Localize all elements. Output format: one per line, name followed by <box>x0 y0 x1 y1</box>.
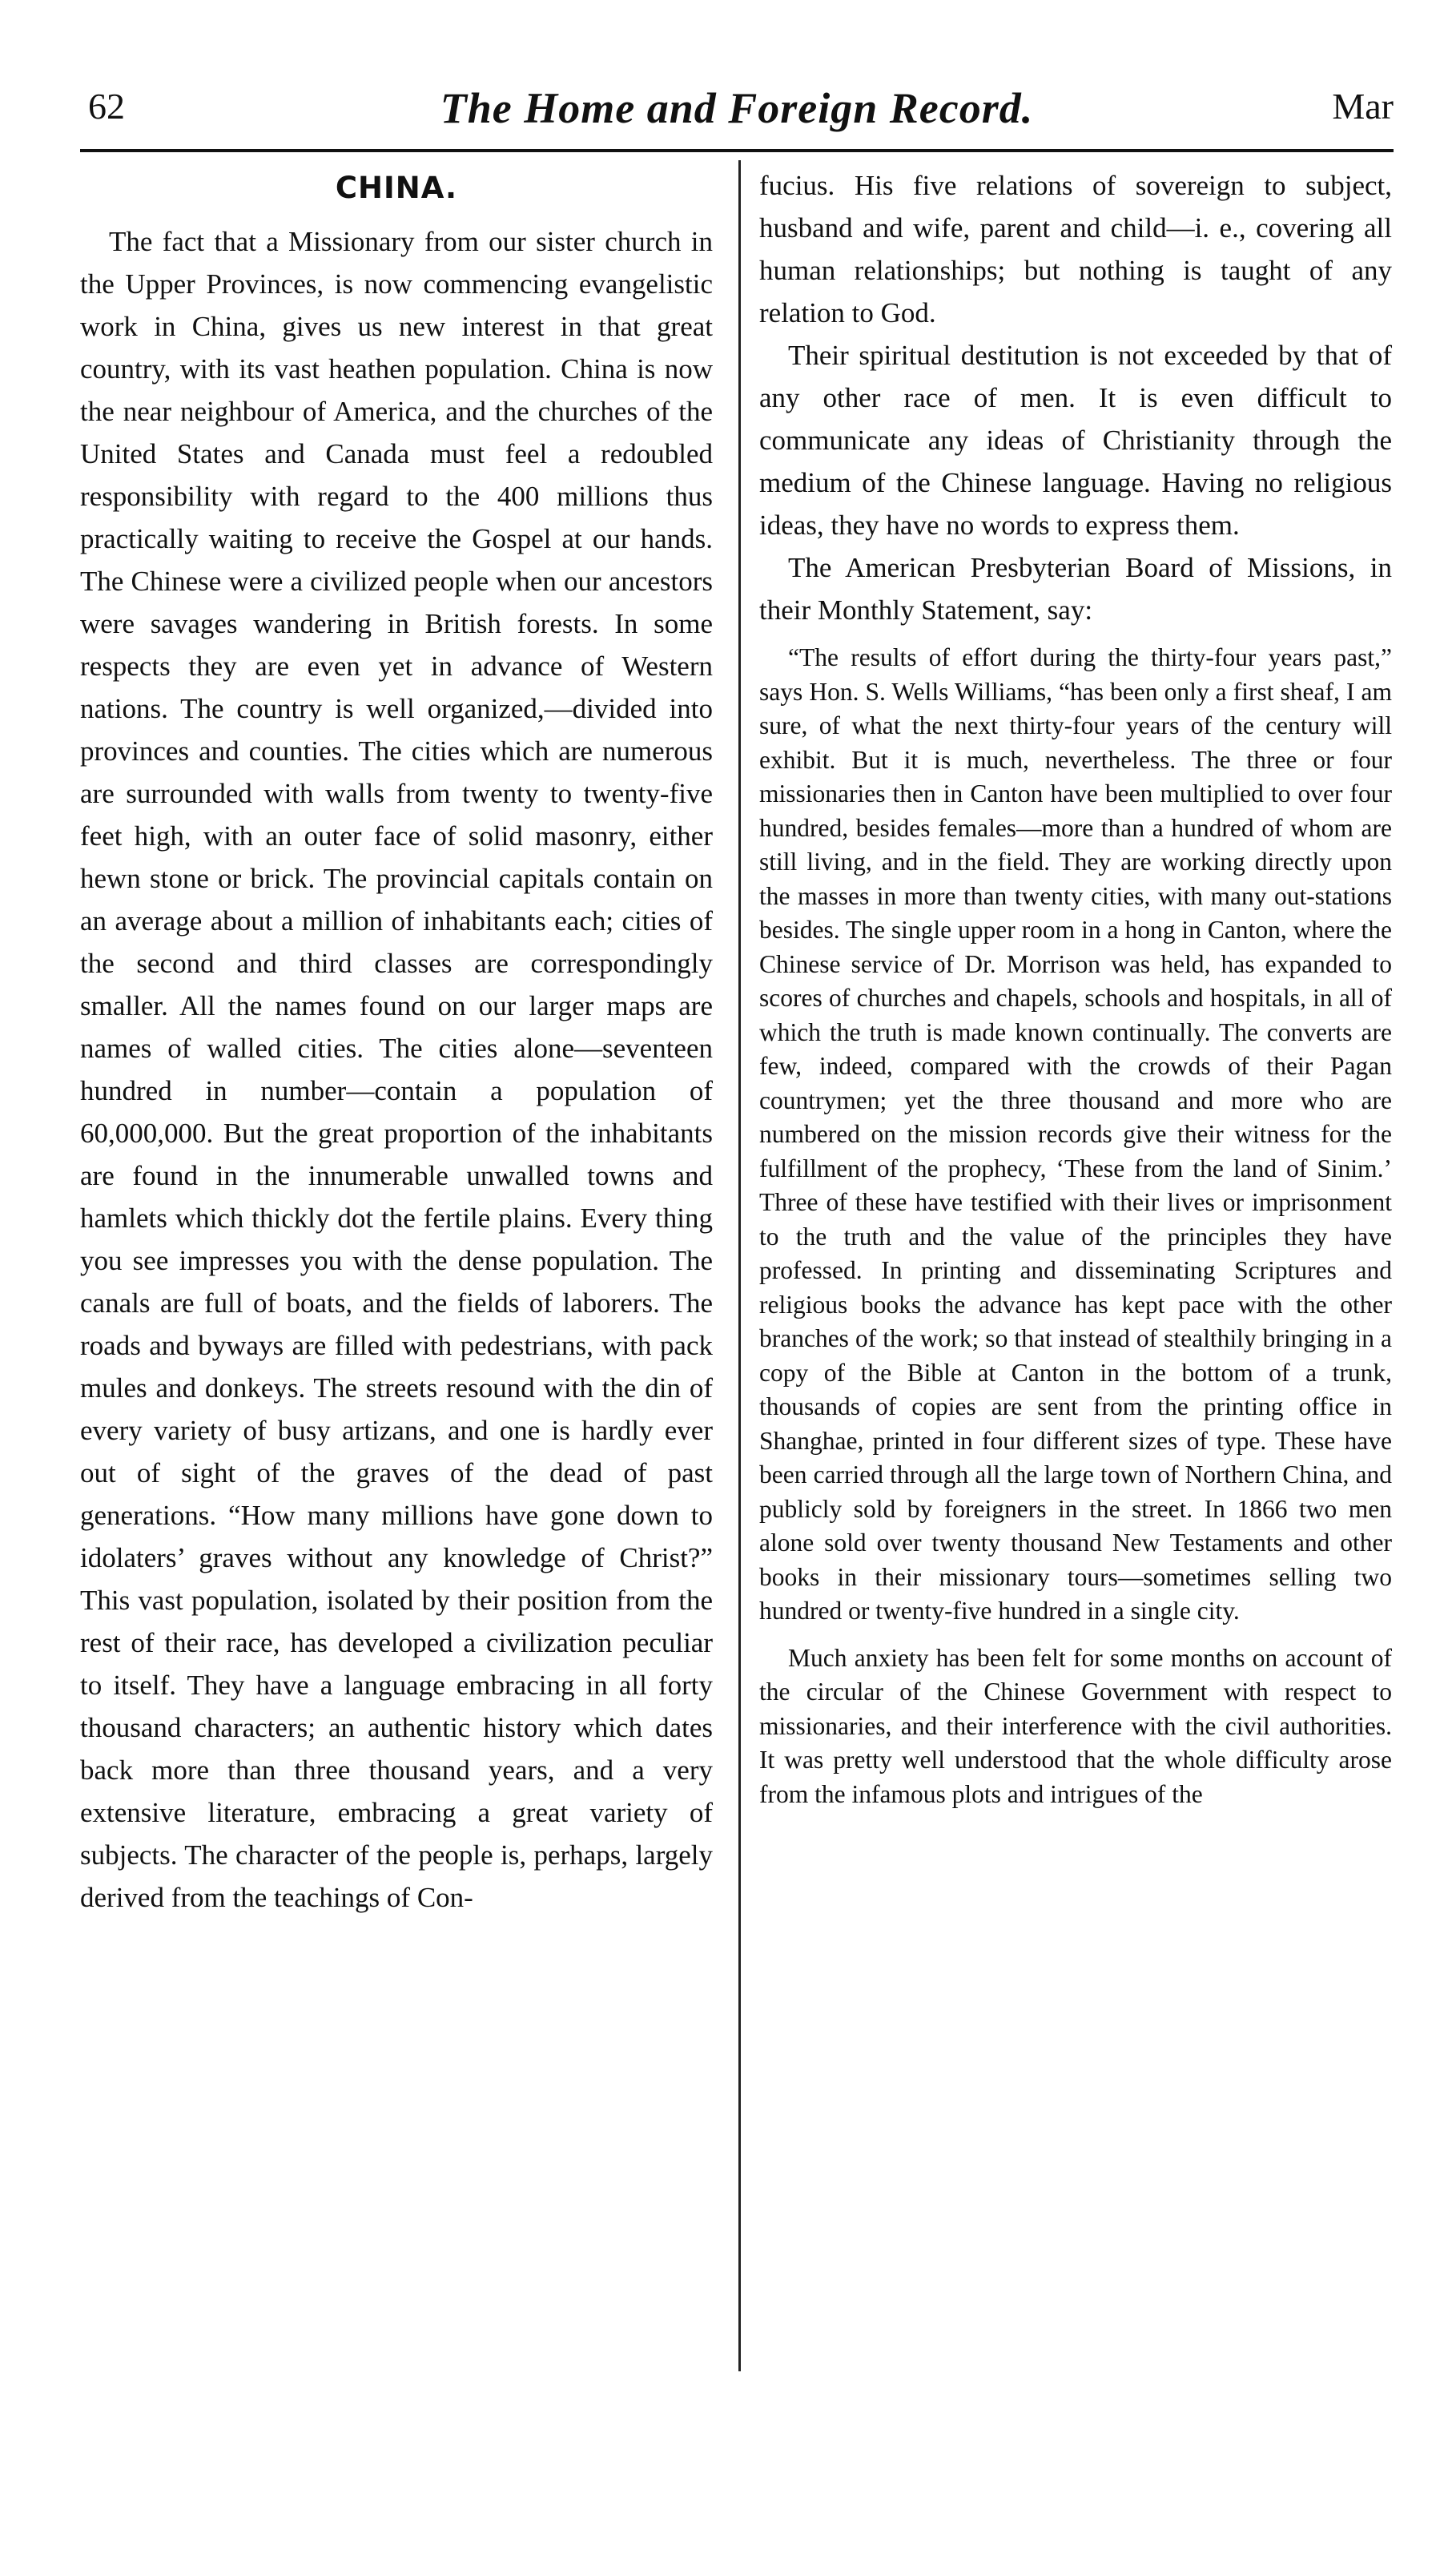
column-divider <box>738 160 741 2371</box>
final-paragraph: Much anxiety has been felt for some months on account of the circular of the Chinese Government with respect to missionaries, and their interference with the civil authorities. It was pretty well understood that the whole difficulty arose from the infamous plots and intrigues of the <box>759 1643 1392 1808</box>
right-paragraph-2: Their spiritual destitution is not exceeded by that of any other race of men. It is even difficult to communicate any ideas of Christianity through the medium of the Chinese language. Having no religious ideas, they have no words to express them. <box>759 340 1392 541</box>
right-column <box>759 164 1392 1811</box>
page-header <box>80 48 1394 136</box>
quote-paragraph: “The results of effort during the thirty-four years past,” says Hon. S. Wells Williams, “has been only a first sheaf, I am sure, of what the next thirty-four years of the century will exhibit. But it is much, nevertheless. The three or four missionaries then in Canton have been multiplied to over four hundred, besides females—more than a hundred of whom are still living, and in the field. They are working directly upon the masses in more than twenty cities, with many out-stations besides. The single upper room in a hong in Canton, where the Chinese service of Dr. Morrison was held, has expanded to scores of churches and chapels, schools and hospitals, in all of which the truth is made known continually. The converts are few, indeed, compared with the crowds of their Pagan countrymen; yet the three thousand and more who are numbered on the mission records give their witness for the fulfillment of the prophecy, ‘These from the land of Sinim.’ Three of these have testified with their lives or imprisonment to the truth and the value of the principles they have professed. In printing and disseminating Scriptures and religious books the advance has kept pace with the other branches of the work; so that instead of stealthily bringing in a copy of the Bible at Canton in the bottom of a trunk, thousands of copies are sent from the printing office in Shanghae, printed in four different sizes of type. These have been carried through all the large town of Northern China, and publicly sold by foreigners in the street. In 1866 two men alone sold over twenty thousand New Testaments and other books in their missionary tours—sometimes selling two hundred or twenty-five hundred in a single city. <box>759 643 1392 1625</box>
right-paragraph-1: fucius. His five relations of sovereign to subject, husband and wife, parent and child—i. e., covering all human relationships; but nothing is taught of any relation to God. <box>759 170 1392 328</box>
article-title: CHINA. <box>335 171 458 205</box>
month-label: Mar <box>1332 86 1394 127</box>
header-rule <box>80 149 1394 152</box>
page-number: 62 <box>88 86 125 127</box>
left-paragraph: The fact that a Missionary from our sister church in the Upper Provinces, is now commencing evangelistic work in China, gives us new interest in that great country, with its vast heathen population. China is now the near neighbour of America, and the churches of the United States and Canada must feel a redoubled responsibility with regard to the 400 millions thus practically waiting to receive the Gospel at our hands. The Chinese were a civilized people when our ancestors were savages wandering in British forests. In some respects they are even yet in advance of Western nations. The country is well organized,—divided into provinces and counties. The cities which are numerous are surrounded with walls from twenty to twenty-five feet high, with an outer face of solid masonry, either hewn stone or brick. The provincial capitals contain on an average about a million of inhabitants each; cities of the second and third classes are correspondingly smaller. All the names found on our larger maps are names of walled cities. The cities alone—seventeen hundred in number—contain a population of 60,000,000. But the great proportion of the inhabitants are found in the innumerable unwalled towns and hamlets which thickly dot the fertile plains. Every thing you see impresses you with the dense population. The canals are full of boats, and the fields of laborers. The roads and byways are filled with pedestrians, with pack mules and donkeys. The streets resound with the din of every variety of busy artizans, and one is hardly ever out of sight of the graves of the dead of past generations. “How many millions have gone down to idolaters’ graves without any knowledge of Christ?” This vast population, isolated by their position from the rest of their race, has developed a civilization peculiar to itself. They have a language embracing in all forty thousand characters; an authentic history which dates back more than three thousand years, and a very extensive literature, embracing a great variety of subjects. The character of the people is, perhaps, largely derived from the teachings of Con- <box>80 226 713 1913</box>
left-column <box>80 164 713 1919</box>
journal-title: The Home and Foreign Record. <box>440 84 1034 132</box>
right-paragraph-3: The American Presbyterian Board of Missions, in their Monthly Statement, say: <box>759 552 1392 626</box>
